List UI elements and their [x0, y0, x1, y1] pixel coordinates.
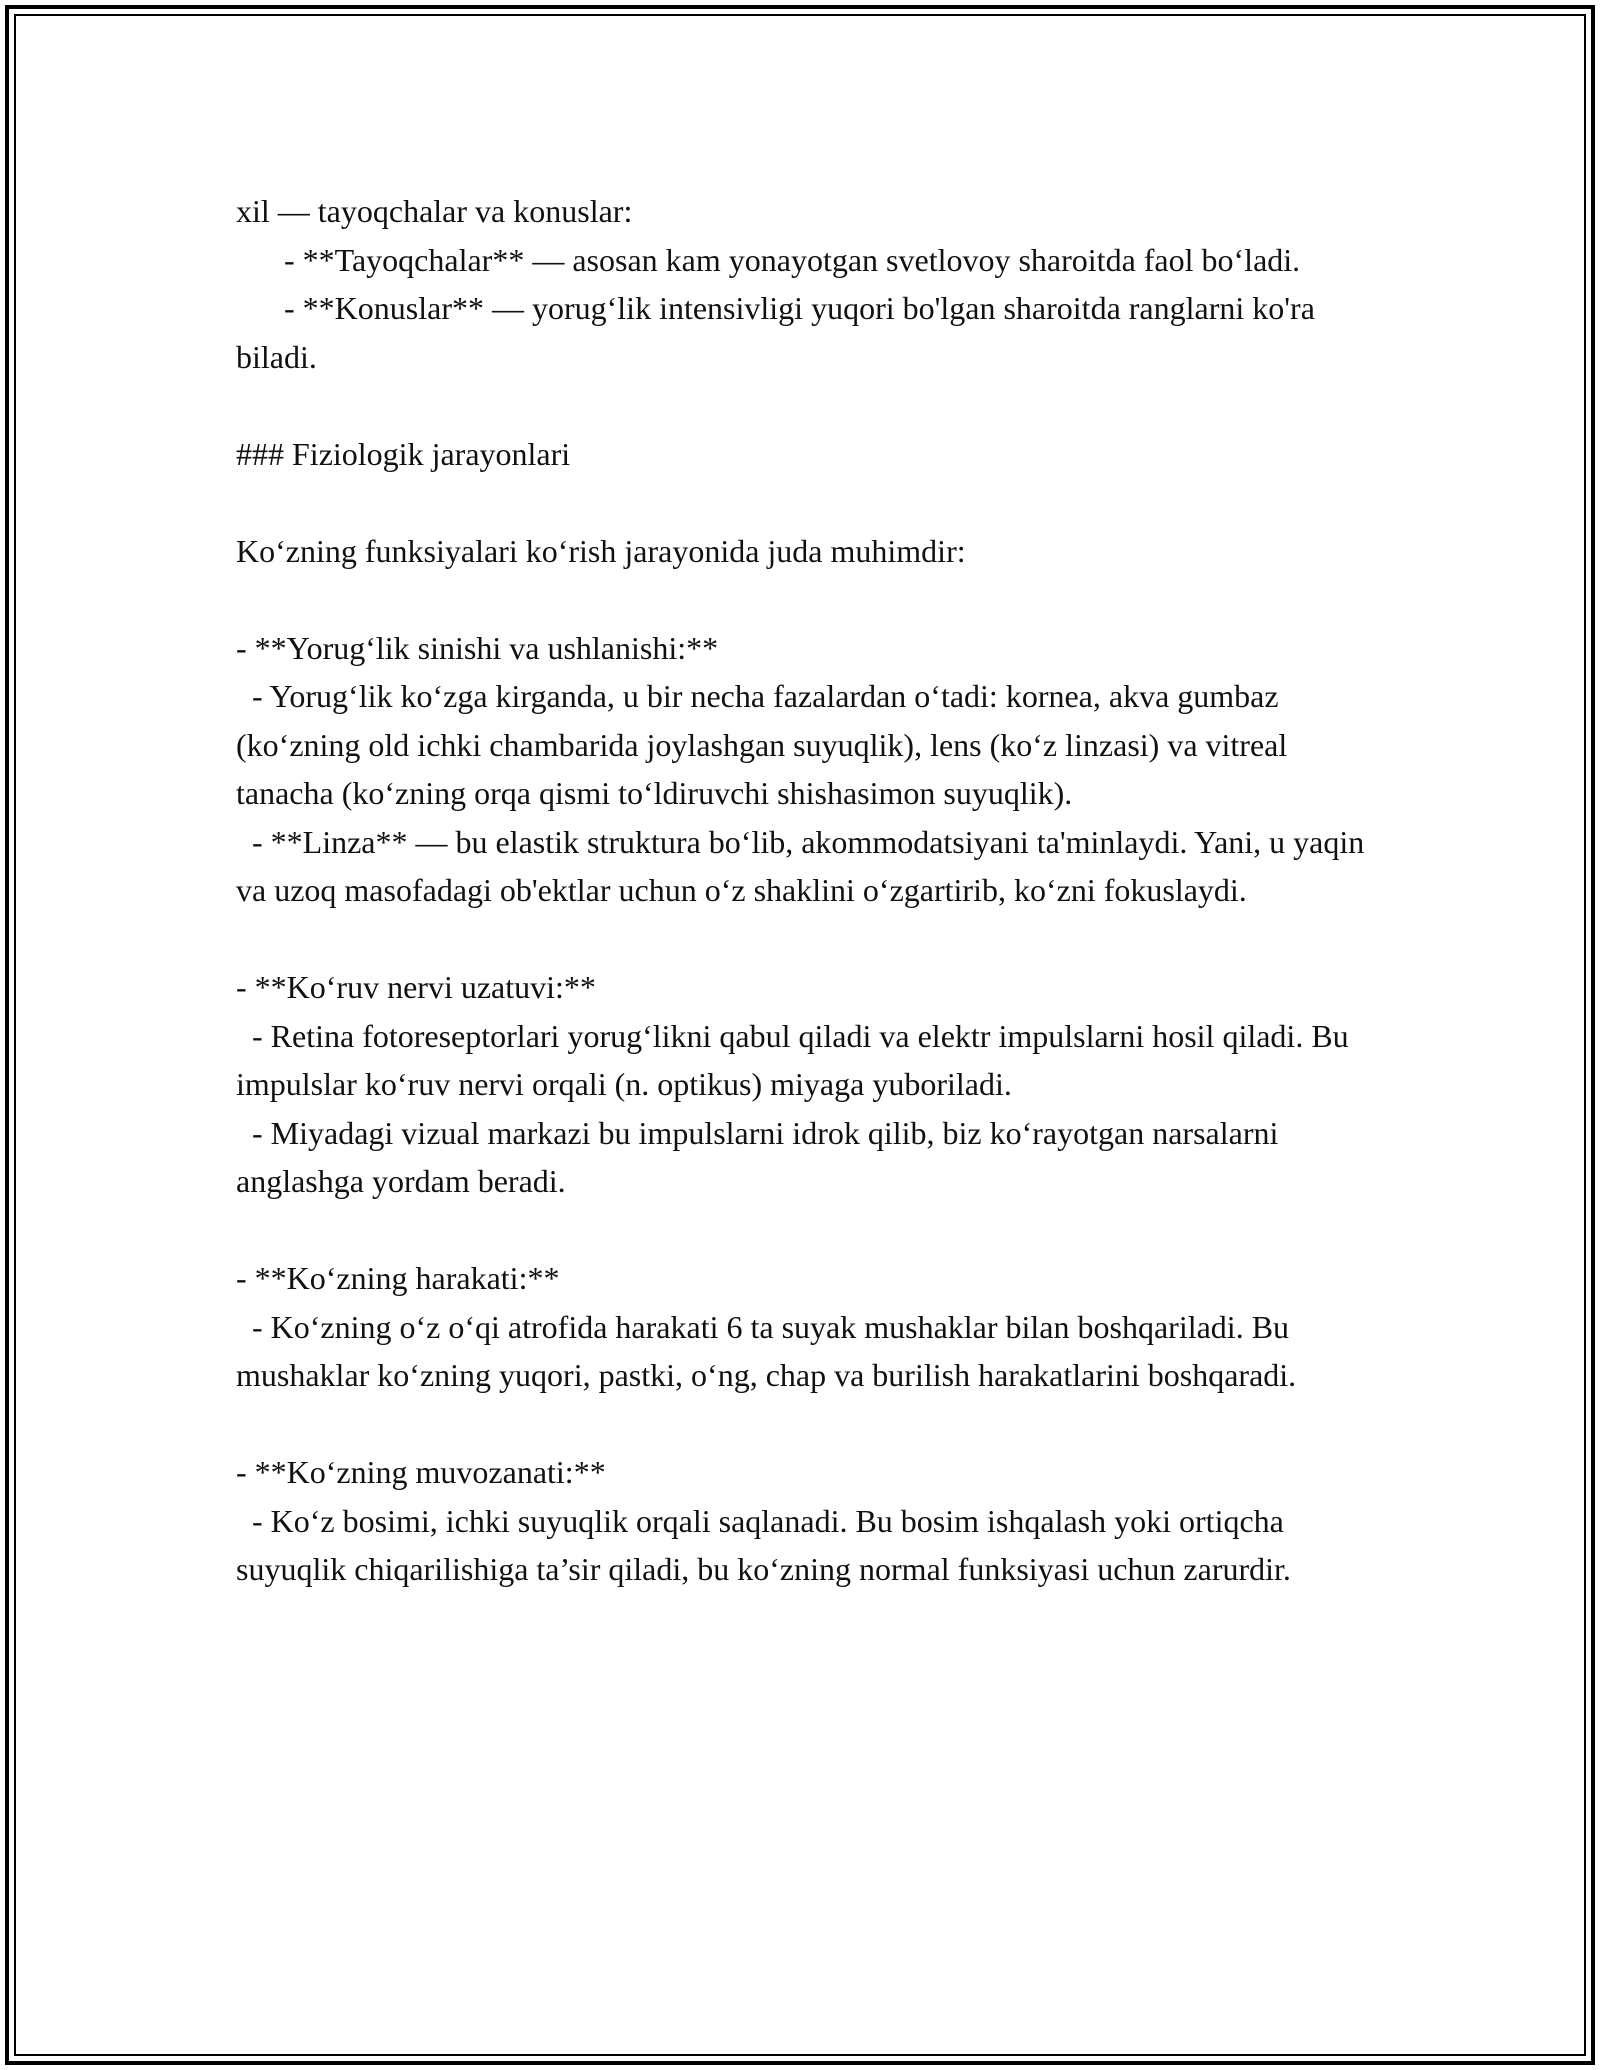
list-item: - **Ko‘zning harakati:** [236, 1260, 560, 1296]
document-body [236, 187, 1373, 1594]
blank-line [236, 1206, 1366, 1255]
text-line: - **Tayoqchalar** — asosan kam yonayotgan svetlovoy sharoitda faol bo‘ladi. [236, 241, 1301, 278]
text-line: Ko‘zning funksiyalari ko‘rish jarayonida juda muhimdir: [236, 532, 966, 569]
list-item: - **Ko‘ruv nervi uzatuvi:** [236, 969, 596, 1005]
blank-line [236, 381, 1366, 430]
blank-line [236, 1400, 1366, 1449]
sub-list-item: - Miyadagi vizual markazi bu impulslarni idrok qilib, biz ko‘rayotgan narsalarni anglashga yordam beradi. [236, 1114, 1287, 1199]
sub-list-item: - Ko‘z bosimi, ichki suyuqlik orqali saqlanadi. Bu bosim ishqalash yoki ortiqcha suyuqlik chiqarilishiga ta’sir qiladi, bu ko‘zning normal funksiyasi uchun zarurdir. [236, 1502, 1292, 1587]
sub-list-item: - Ko‘zning o‘z o‘qi atrofida harakati 6 ta suyak mushaklar bilan boshqariladi. Bu mushaklar ko‘zning yuqori, pastki, o‘ng, chap va burilish harakatlarini boshqaradi. [236, 1308, 1298, 1393]
sub-list-item: - Yorug‘lik ko‘zga kirganda, u bir necha fazalardan o‘tadi: kornea, akva gumbaz (ko‘zning old ichki chambarida joylashgan suyuqlik), lens (ko‘z linzasi) va vitreal tanacha (ko‘zning orqa qismi to‘ldiruvchi shishasimon suyuqlik). [236, 678, 1296, 811]
blank-line [236, 478, 1366, 527]
text-line: xil — tayoqchalar va konuslar: [236, 193, 633, 229]
sub-list-item: - Retina fotoreseptorlari yorug‘likni qabul qiladi va elektr impulslarni hosil qiladi. Bu impulslar ko‘ruv nervi orqali (n. optikus) miyaga yuboriladi. [236, 1017, 1357, 1102]
section-heading: ### Fiziologik jarayonlari [236, 435, 571, 472]
list-item: - **Ko‘zning muvozanati:** [236, 1454, 606, 1490]
sub-list-item: - **Linza** — bu elastik struktura bo‘lib, akommodatsiyani ta'minlaydi. Yani, u yaqin va uzoq masofadagi ob'ektlar uchun o‘z shaklini o‘zgartirib, ko‘zni fokuslaydi. [236, 823, 1373, 908]
list-item: - **Yorug‘lik sinishi va ushlanishi:** [236, 629, 719, 666]
blank-line [236, 575, 1366, 624]
text-line: - **Konuslar** — yorug‘lik intensivligi yuqori bo'lgan sharoitda ranglarni ko'ra biladi. [236, 290, 1323, 375]
blank-line [236, 915, 1366, 964]
